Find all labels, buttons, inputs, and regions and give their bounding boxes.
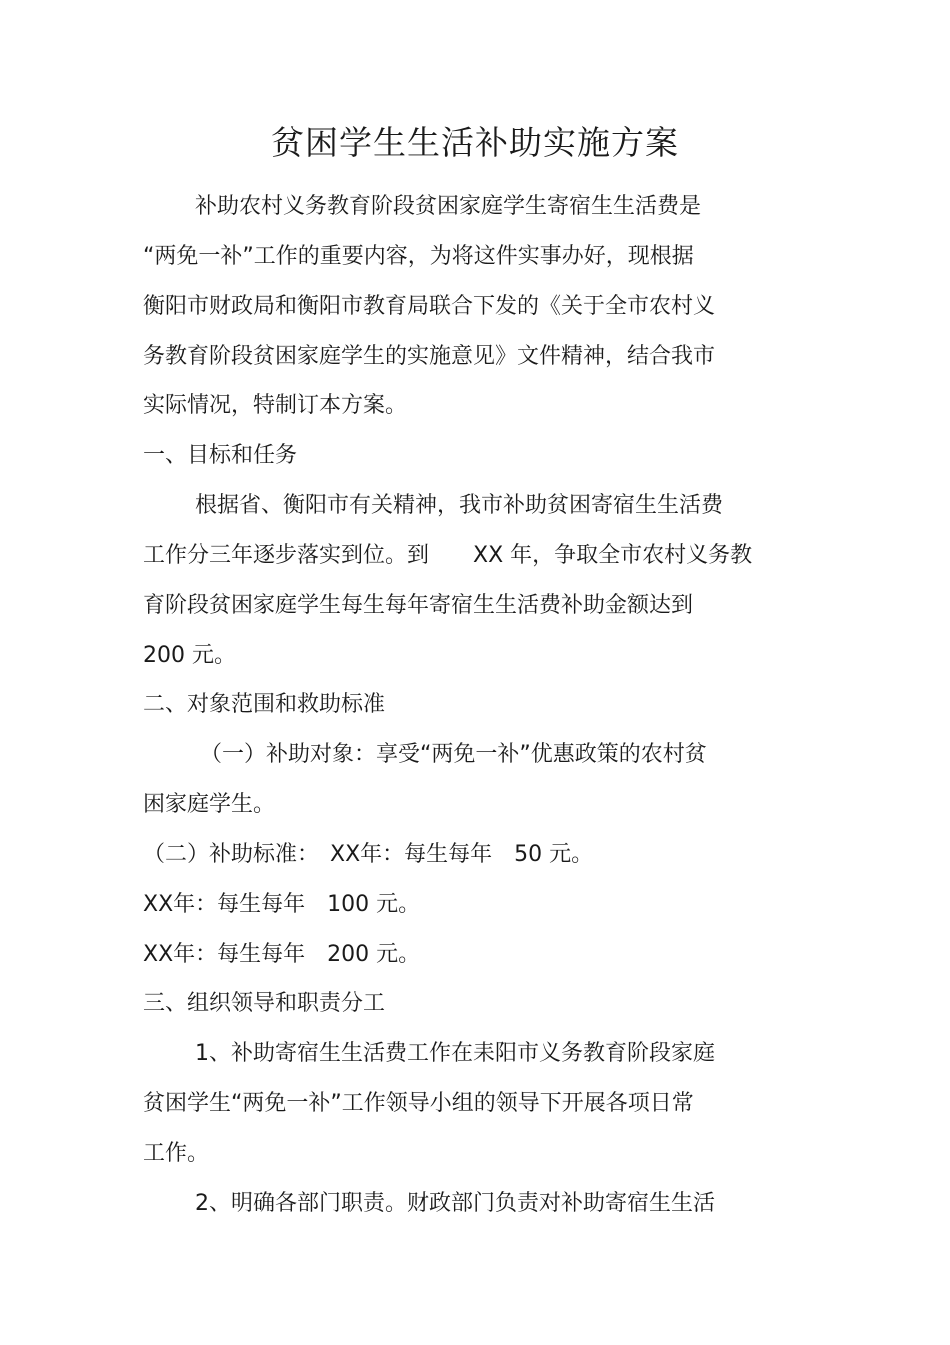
paragraph-line: 困家庭学生。 — [143, 792, 276, 817]
paragraph-line: XX年：每生每年 200 元。 — [143, 942, 421, 967]
paragraph-line: 根据省、衡阳市有关精神，我市补助贫困寄宿生生活费 — [195, 493, 724, 518]
paragraph-line: “两免一补”工作的重要内容，为将这件实事办好，现根据 — [143, 244, 694, 269]
paragraph-line: XX年：每生每年 100 元。 — [143, 892, 421, 917]
paragraph-line: （一）补助对象：享受“两免一补”优惠政策的农村贫 — [200, 742, 707, 767]
paragraph-line: 2、明确各部门职责。财政部门负责对补助寄宿生生活 — [195, 1191, 715, 1216]
paragraph-line: 实际情况，特制订本方案。 — [143, 393, 408, 418]
paragraph-line: 200 元。 — [143, 643, 236, 668]
document-title: 贫困学生生活补助实施方案 — [271, 123, 679, 162]
paragraph-line: 工作。 — [143, 1141, 210, 1166]
paragraph-line: 工作分三年逐步落实到位。到 XX 年，争取全市农村义务教 — [143, 543, 753, 568]
paragraph-line: （二）补助标准： XX年：每生每年 50 元。 — [143, 842, 594, 867]
paragraph-line: 贫困学生“两免一补”工作领导小组的领导下开展各项日常 — [143, 1091, 694, 1116]
section-heading: 二、对象范围和救助标准 — [143, 692, 386, 717]
section-heading: 三、组织领导和职责分工 — [143, 991, 386, 1016]
section-heading: 一、目标和任务 — [143, 443, 298, 468]
paragraph-line: 补助农村义务教育阶段贫困家庭学生寄宿生生活费是 — [195, 194, 702, 219]
paragraph-line: 1、补助寄宿生生活费工作在耒阳市义务教育阶段家庭 — [195, 1041, 715, 1066]
paragraph-line: 衡阳市财政局和衡阳市教育局联合下发的《关于全市农村义 — [143, 294, 716, 319]
paragraph-line: 务教育阶段贫困家庭学生的实施意见》文件精神，结合我市 — [143, 344, 716, 369]
paragraph-line: 育阶段贫困家庭学生每生每年寄宿生生活费补助金额达到 — [143, 593, 694, 618]
